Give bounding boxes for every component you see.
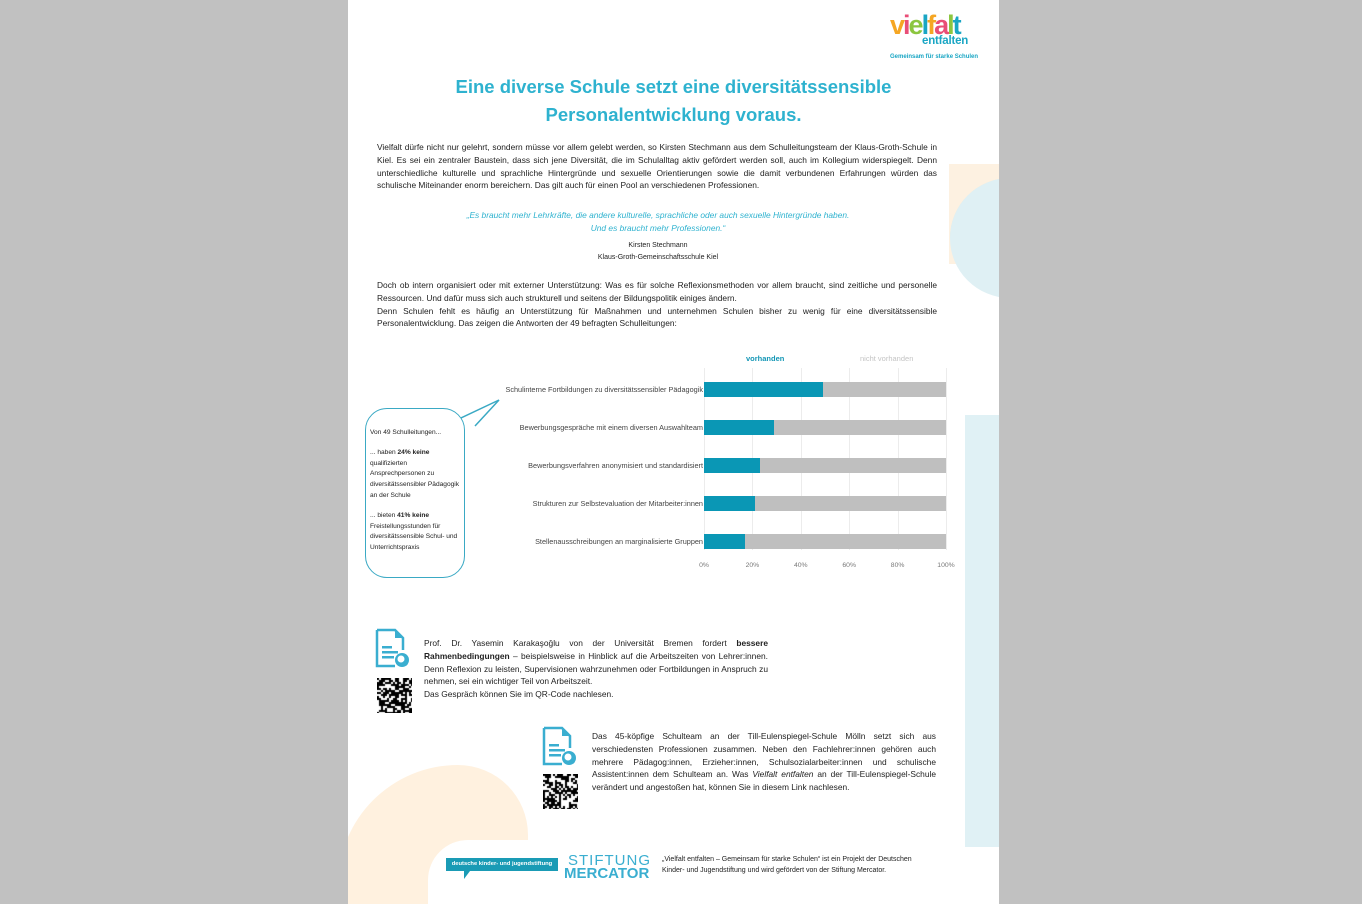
logo-letter: l <box>947 10 953 40</box>
dkjs-logo-tail <box>464 871 470 879</box>
mercator-logo-top: STIFTUNG <box>568 852 651 869</box>
info-text: Prof. Dr. Yasemin Karakaşoğlu von der Universität Bremen fordert <box>424 638 737 648</box>
info-box-text <box>424 637 768 701</box>
quote-line: Und es braucht mehr Professionen.“ <box>590 223 726 233</box>
bar-nicht-vorhanden <box>774 420 946 435</box>
speech-bubble-text <box>370 428 460 563</box>
logo-letter: t <box>952 10 960 40</box>
logo-letter: a <box>934 10 948 40</box>
bar-nicht-vorhanden <box>745 534 946 549</box>
x-tick-label: 40% <box>793 562 808 569</box>
gridline <box>946 368 947 550</box>
x-tick-label: 20% <box>745 562 760 569</box>
bar-nicht-vorhanden <box>823 382 946 397</box>
mercator-logo-bottom: MERCATOR <box>564 865 650 882</box>
quote-affiliation: Klaus-Groth-Gemeinschaftsschule Kiel <box>597 253 719 261</box>
info-highlight: bessere Rahmenbedingungen <box>424 638 768 661</box>
info-text: Das Gespräch können Sie im QR-Code nachlesen. <box>424 689 614 700</box>
bubble-highlight: 24% keine <box>397 448 430 456</box>
decor-shape <box>428 840 568 904</box>
bubble-text: Freistellungsstunden für diversitätssensible Schul- und Unterrichtspraxis <box>370 522 458 552</box>
bubble-text: ... haben <box>370 448 398 456</box>
legend-vorhanden: vorhanden <box>746 354 785 363</box>
legend-nicht-vorhanden: nicht vorhanden <box>860 354 914 363</box>
logo-subword: entfalten <box>922 35 969 47</box>
qr-code[interactable] <box>377 678 412 713</box>
quote-line: „Es braucht mehr Lehrkräfte, die andere kulturelle, sprachliche oder auch sexuelle Hintergründe haben. <box>466 210 850 220</box>
logo-letter: v <box>890 10 904 40</box>
category-label: Strukturen zur Selbstevaluation der Mitarbeiter:innen <box>532 499 703 508</box>
bar-nicht-vorhanden <box>755 496 946 511</box>
bubble-text: qualifizierten Ansprechpersonen zu diversitätssensibler Pädagogik an der Schule <box>370 459 460 499</box>
bar-vorhanden <box>704 534 745 549</box>
logo-letter: i <box>903 10 909 40</box>
bar-nicht-vorhanden <box>760 458 946 473</box>
info-text: an der Till-Eulenspiegel-Schule verändert und angestoßen hat, können Sie in diesem Link nachlesen. <box>592 769 936 793</box>
x-tick-label: 100% <box>937 562 955 569</box>
category-label: Bewerbungsverfahren anonymisiert und standardisiert <box>528 461 703 470</box>
speech-bubble-tail <box>461 398 501 428</box>
footer-text: „Vielfalt entfalten – Gemeinsam für starke Schulen“ ist ein Projekt der Deutschen Kinder- und Jugendstiftung und wird gefördert von der Stiftung Mercator. <box>662 856 912 874</box>
category-label: Bewerbungsgespräche mit einem diversen Auswahlteam <box>519 423 703 432</box>
qr-pattern <box>377 678 412 713</box>
category-label: Stellenausschreibungen an marginalisierte Gruppen <box>535 537 703 546</box>
bar-vorhanden <box>704 382 823 397</box>
quote <box>378 209 938 235</box>
body-paragraph-line: Doch ob intern organisiert oder mit externer Unterstützung: Was es für solche Reflexionsmethoden vor allem braucht, sind zeitliche und personelle Ressourcen. Und dafür muss sich auch strukturell und seitens der Bildungspolitik einiges ändern. <box>377 280 937 303</box>
category-label: Schulinterne Fortbildungen zu diversitätssensibler Pädagogik <box>505 385 703 394</box>
bubble-highlight: 41% keine <box>397 511 430 519</box>
quote-author: Kirsten Stechmann <box>628 242 688 249</box>
document-search-icon <box>542 726 580 768</box>
bubble-text: ... bieten <box>370 511 398 519</box>
bar-vorhanden <box>704 420 774 435</box>
info-text: Das 45-köpfige Schulteam an der Till-Eulenspiegel-Schule Mölln setzt sich aus verschiedensten Professionen zusammen. Neben den Fachlehrer:innen gehören auch mehrere Pädagog:innen, Erzieher:innen, Schulsozialarbeiter:innen und schulische Assistent:innen dem Schulteam an. Was <box>592 731 936 780</box>
logo-tagline: Gemeinsam für starke Schulen <box>890 54 979 60</box>
x-tick-label: 80% <box>890 562 905 569</box>
x-tick-label: 0% <box>699 562 709 569</box>
logo-letter: e <box>908 10 922 40</box>
document-search-icon <box>375 628 413 670</box>
body-paragraph <box>377 279 937 330</box>
bubble-item-2 <box>370 511 460 554</box>
page-title: Eine diverse Schule setzt eine diversitätssensible Personalentwicklung voraus. <box>455 76 892 125</box>
x-tick-label: 60% <box>842 562 856 569</box>
info-emphasis: Vielfalt entfalten <box>752 769 814 780</box>
qr-code[interactable] <box>543 774 578 809</box>
dkjs-logo: deutsche kinder- und jugendstiftung <box>446 858 558 871</box>
bubble-intro: Von 49 Schulleitungen... <box>370 429 442 436</box>
document-page <box>348 0 999 904</box>
info-text: – beispielsweise in Hinblick auf die Arbeitszeiten von Lehrer:innen. Denn Reflexion zu leisten, Supervisionen wahrzunehmen oder Fortbildungen in Anspruch zu nehmen, sei ein wichtiger Teil von Arbeitszeit. <box>424 650 768 687</box>
intro-paragraph: Vielfalt dürfe nicht nur gelehrt, sondern müsse vor allem gelebt werden, so Kirsten Stechmann aus dem Schulleitungsteam der Klaus-Groth-Schule in Kiel. Es sei ein zentraler Baustein, dass sich jene Diversität, die im Schulalltag aktiv gefördert werden soll, auch im Kollegium widerspiegelt. Denn unterschiedliche kulturelle und sprachliche Hintergründe und sexuelle Orientierungen sowie die damit verbundenen Erfahrungen würden das schulische Miteinander enorm bereichern. Das gilt auch für einen Pool an verschiedenen Professionen. <box>377 142 937 191</box>
logo-letter: l <box>921 10 928 40</box>
body-paragraph-line: Denn Schulen fehlt es häufig an Unterstützung für Maßnahmen und unternehmen Schulen bisher zu wenig für eine diversitätssensible Personalentwicklung. Das zeigen die Antworten der 49 befragten Schulleitungen: <box>377 305 937 329</box>
bar-vorhanden <box>704 458 760 473</box>
bar-vorhanden <box>704 496 755 511</box>
info-box-text <box>592 730 936 794</box>
vielfalt-entfalten-logo <box>890 12 985 64</box>
quote-attribution <box>378 240 938 263</box>
logo-letter: f <box>927 10 935 40</box>
qr-pattern <box>543 774 578 809</box>
bubble-item-1 <box>370 448 460 502</box>
